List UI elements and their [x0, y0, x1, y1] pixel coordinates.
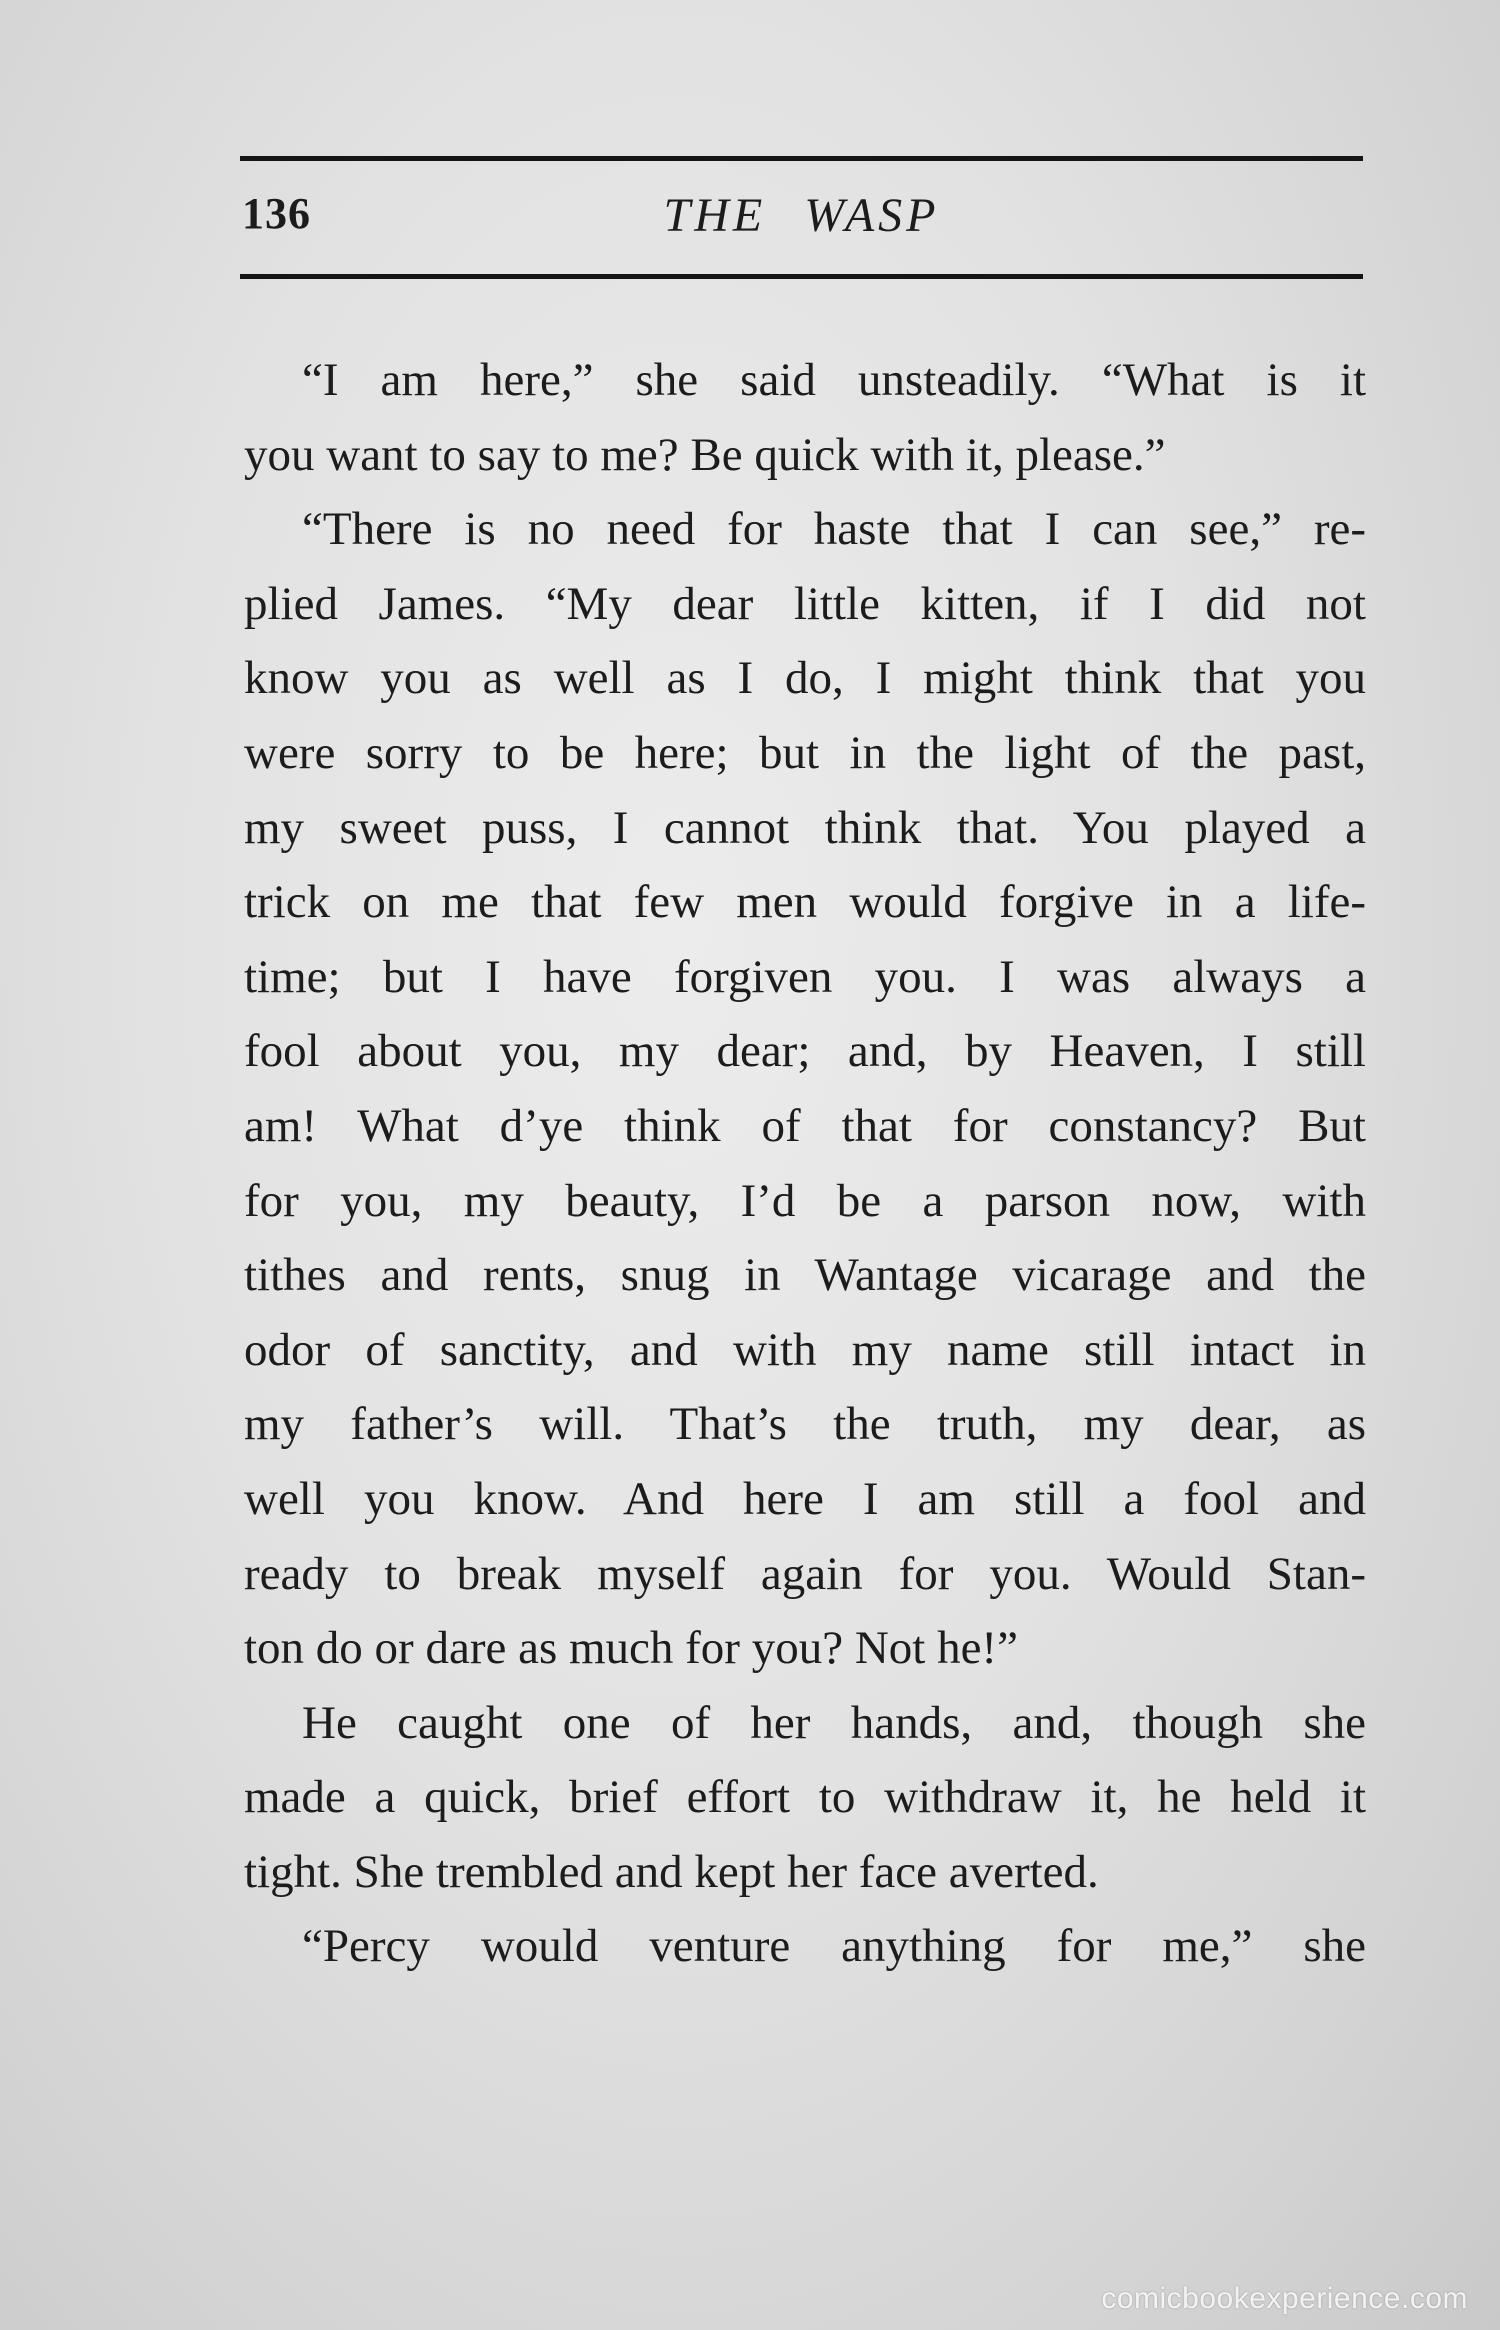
header-bottom-rule	[240, 274, 1363, 279]
text-line: fool about you, my dear; and, by Heaven, I still	[244, 1025, 1366, 1078]
text-line: for you, my beauty, I’d be a parson now, with	[244, 1174, 1366, 1227]
text-line: “I am here,” she said unsteadily. “What is it	[302, 354, 1366, 406]
text-line: well you know. And here I am still a fool and	[244, 1472, 1366, 1525]
text-line: my sweet puss, I cannot think that. You played a	[244, 801, 1366, 854]
page-number: 136	[242, 189, 311, 238]
text-line: am! What d’ye think of that for constancy? But	[244, 1099, 1366, 1152]
text-line: you want to say to me? Be quick with it, please.”	[244, 428, 1166, 481]
text-line: tithes and rents, snug in Wantage vicarage and the	[244, 1249, 1366, 1302]
book-title: THE WASP	[663, 189, 940, 242]
running-head	[240, 188, 1363, 258]
text-line: He caught one of her hands, and, though she	[302, 1696, 1366, 1749]
watermark: comicbookexperience.com	[1101, 2282, 1468, 2315]
text-line: ton do or dare as much for you? Not he!”	[244, 1622, 1018, 1675]
body-text	[244, 343, 1366, 1984]
text-line: made a quick, brief effort to withdraw it, he held it	[244, 1771, 1366, 1824]
header-top-rule	[240, 156, 1363, 161]
text-line: ready to break myself again for you. Would Stan-	[244, 1547, 1366, 1600]
text-line: plied James. “My dear little kitten, if I did not	[244, 577, 1366, 630]
text-line: trick on me that few men would forgive in a life-	[244, 876, 1366, 929]
text-line: “Percy would venture anything for me,” she	[302, 1920, 1366, 1973]
text-line: my father’s will. That’s the truth, my dear, as	[244, 1398, 1366, 1451]
text-line: tight. She trembled and kept her face averted.	[244, 1845, 1099, 1898]
text-line: time; but I have forgiven you. I was always a	[244, 950, 1366, 1003]
text-line: know you as well as I do, I might think that you	[244, 652, 1366, 705]
text-line: odor of sanctity, and with my name still intact in	[244, 1323, 1366, 1376]
text-line: were sorry to be here; but in the light of the past,	[244, 726, 1366, 779]
text-line: “There is no need for haste that I can see,” re-	[302, 503, 1366, 556]
